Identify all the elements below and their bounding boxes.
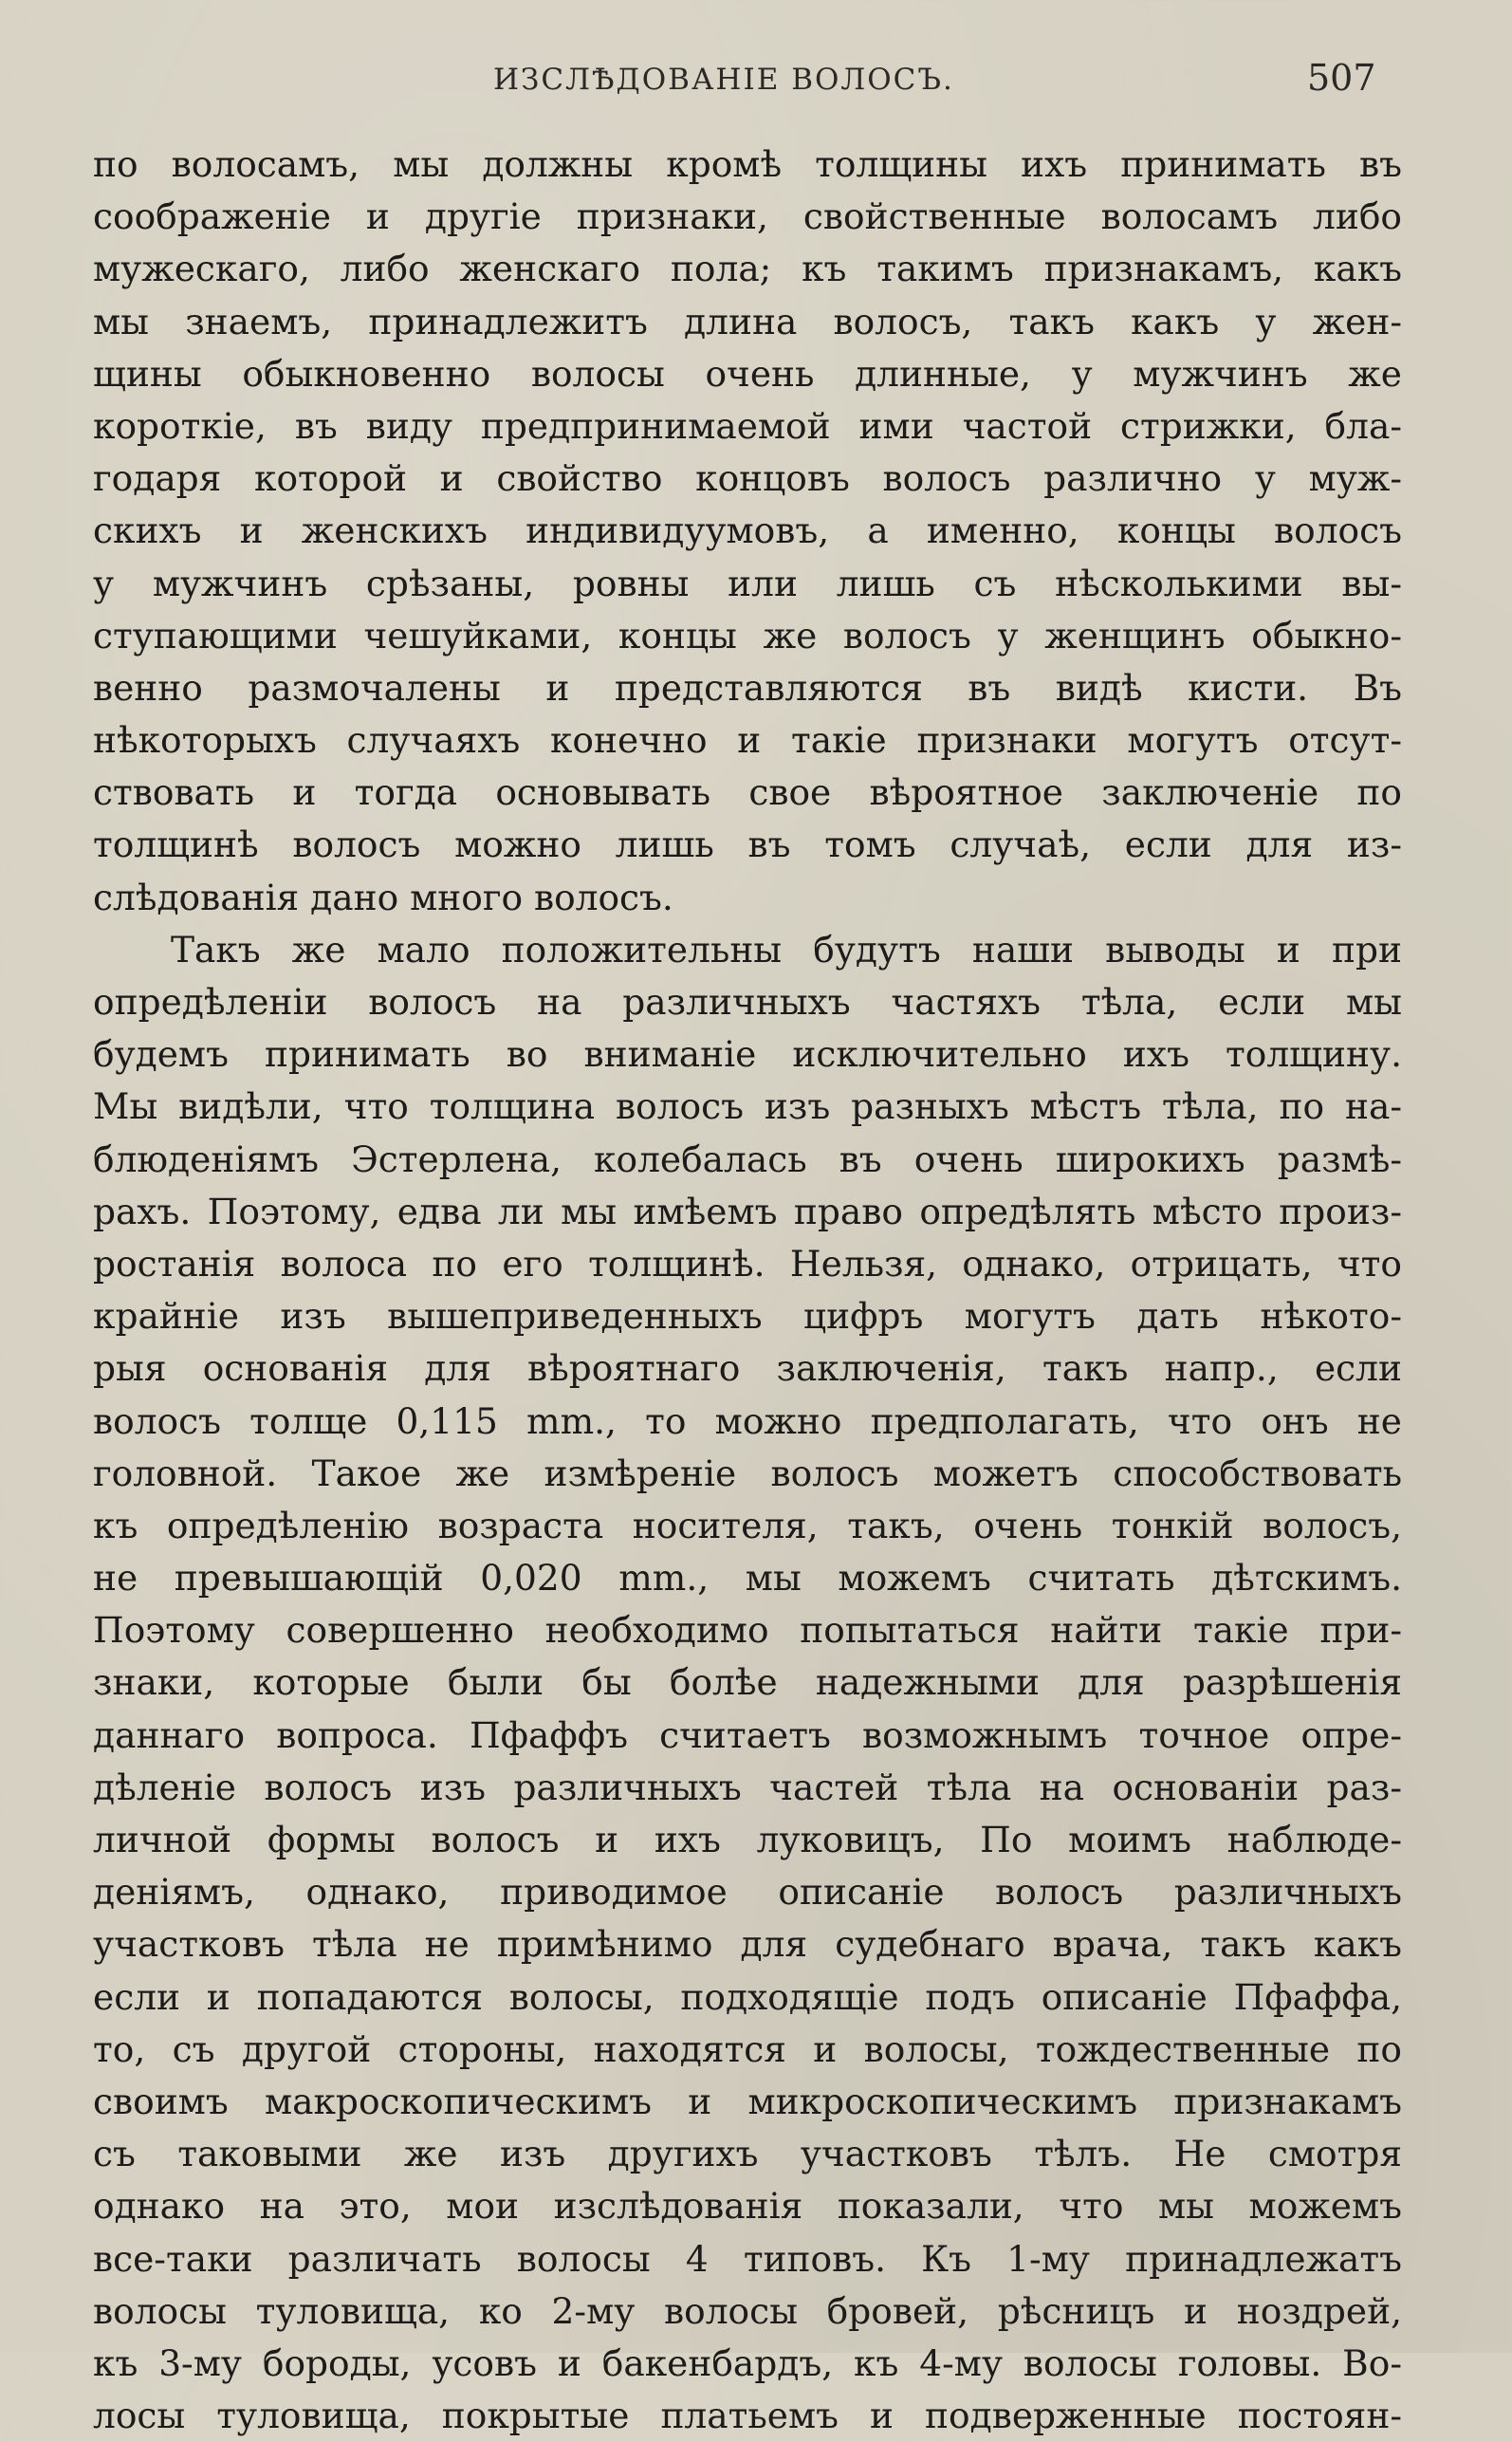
text-line: ствовать и тогда основывать свое вѣроятное заключеніе по bbox=[93, 771, 1402, 814]
page-header bbox=[0, 57, 1512, 110]
text-line: дѣленіе волосъ изъ различныхъ частей тѣла на основаніи раз- bbox=[93, 1766, 1402, 1808]
text-line: Мы видѣли, что толщина волосъ изъ разныхъ мѣстъ тѣла, по на- bbox=[93, 1085, 1402, 1128]
text-line: слѣдованія дано много волосъ. bbox=[93, 876, 673, 918]
text-line: волосъ толще 0,115 mm., то можно предполагать, что онъ не bbox=[93, 1399, 1402, 1442]
text-line: Поэтому совершенно необходимо попытаться найти такіе при- bbox=[93, 1609, 1402, 1652]
text-line: знаки, которые были бы болѣе надежными для разрѣшенія bbox=[93, 1661, 1402, 1704]
text-line: блюденіямъ Эстерлена, колебалась въ очень широкихъ размѣ- bbox=[93, 1138, 1402, 1180]
text-line: не превышающій 0,020 mm., мы можемъ считать дѣтскимъ. bbox=[93, 1557, 1402, 1600]
text-line: венно размочалены и представляются въ видѣ кисти. Въ bbox=[93, 666, 1402, 709]
body-text bbox=[93, 139, 1402, 2442]
text-line: деніямъ, однако, приводимое описаніе волосъ различныхъ bbox=[93, 1871, 1402, 1914]
text-line: короткіе, въ виду предпринимаемой ими частой стрижки, бла- bbox=[93, 404, 1402, 447]
text-line: лосы туловища, покрытые платьемъ и подверженные постоян- bbox=[93, 2395, 1402, 2437]
running-head: ИЗСЛѢДОВАНІЕ ВОЛОСЪ. bbox=[493, 63, 954, 97]
text-line: даннаго вопроса. Пфаффъ считаетъ возможнымъ точное опре- bbox=[93, 1713, 1402, 1756]
text-line: соображеніе и другіе признаки, свойственные волосамъ либо bbox=[93, 195, 1402, 238]
text-line: головной. Такое же измѣреніе волосъ можетъ способствовать bbox=[93, 1452, 1402, 1494]
text-line: если и попадаются волосы, подходящіе подъ описаніе Пфаффа, bbox=[93, 1975, 1402, 2018]
text-line: крайніе изъ вышеприведенныхъ цифръ могутъ дать нѣкото- bbox=[93, 1295, 1402, 1338]
text-line: ступающими чешуйками, концы же волосъ у женщинъ обыкно- bbox=[93, 614, 1402, 657]
page-number: 507 bbox=[1307, 57, 1376, 99]
text-line: опредѣленіи волосъ на различныхъ частяхъ тѣла, если мы bbox=[93, 981, 1402, 1023]
text-line: Такъ же мало положительны будутъ наши выводы и при bbox=[171, 928, 1402, 971]
text-line: мы знаемъ, принадлежитъ длина волосъ, такъ какъ у жен- bbox=[93, 300, 1402, 342]
text-line: щины обыкновенно волосы очень длинные, у мужчинъ же bbox=[93, 352, 1402, 395]
text-line: по волосамъ, мы должны кромѣ толщины ихъ принимать въ bbox=[93, 143, 1402, 185]
text-line: волосы туловища, ко 2-му волосы бровей, рѣсницъ и ноздрей, bbox=[93, 2289, 1402, 2332]
text-line: съ таковыми же изъ другихъ участковъ тѣлъ. Не смотря bbox=[93, 2133, 1402, 2175]
text-line: къ 3-му бороды, усовъ и бакенбардъ, къ 4-му волосы головы. Во- bbox=[93, 2341, 1402, 2384]
text-line: ростанія волоса по его толщинѣ. Нельзя, однако, отрицать, что bbox=[93, 1242, 1402, 1285]
text-line: скихъ и женскихъ индивидуумовъ, а именно, концы волосъ bbox=[93, 509, 1402, 552]
text-line: годаря которой и свойство концовъ волосъ различно у муж- bbox=[93, 457, 1402, 500]
text-line: къ опредѣленію возраста носителя, такъ, очень тонкій волосъ, bbox=[93, 1504, 1402, 1546]
paragraph-2 bbox=[93, 924, 1402, 2442]
text-line: все-таки различать волосы 4 типовъ. Къ 1-му принадлежатъ bbox=[93, 2237, 1402, 2280]
text-line: будемъ принимать во вниманіе исключительно ихъ толщину. bbox=[93, 1033, 1402, 1076]
text-line: личной формы волосъ и ихъ луковицъ, По моимъ наблюде- bbox=[93, 1819, 1402, 1860]
text-line: участковъ тѣла не примѣнимо для судебнаго врача, такъ какъ bbox=[93, 1923, 1402, 1966]
text-line: нѣкоторыхъ случаяхъ конечно и такіе признаки могутъ отсут- bbox=[93, 719, 1402, 762]
text-line: толщинѣ волосъ можно лишь въ томъ случаѣ, если для из- bbox=[93, 823, 1402, 866]
text-line: своимъ макроскопическимъ и микроскопическимъ признакамъ bbox=[93, 2080, 1402, 2122]
paragraph-1 bbox=[93, 139, 1402, 924]
text-line: мужескаго, либо женскаго пола; къ такимъ признакамъ, какъ bbox=[93, 248, 1402, 290]
text-line: рыя основанія для вѣроятнаго заключенія, такъ напр., если bbox=[93, 1347, 1402, 1390]
text-line: рахъ. Поэтому, едва ли мы имѣемъ право опредѣлять мѣсто произ- bbox=[93, 1190, 1402, 1232]
text-line: то, съ другой стороны, находятся и волосы, тождественные по bbox=[93, 2027, 1402, 2070]
text-line: однако на это, мои изслѣдованія показали, что мы можемъ bbox=[93, 2185, 1402, 2228]
text-line: у мужчинъ срѣзаны, ровны или лишь съ нѣсколькими вы- bbox=[93, 562, 1402, 604]
